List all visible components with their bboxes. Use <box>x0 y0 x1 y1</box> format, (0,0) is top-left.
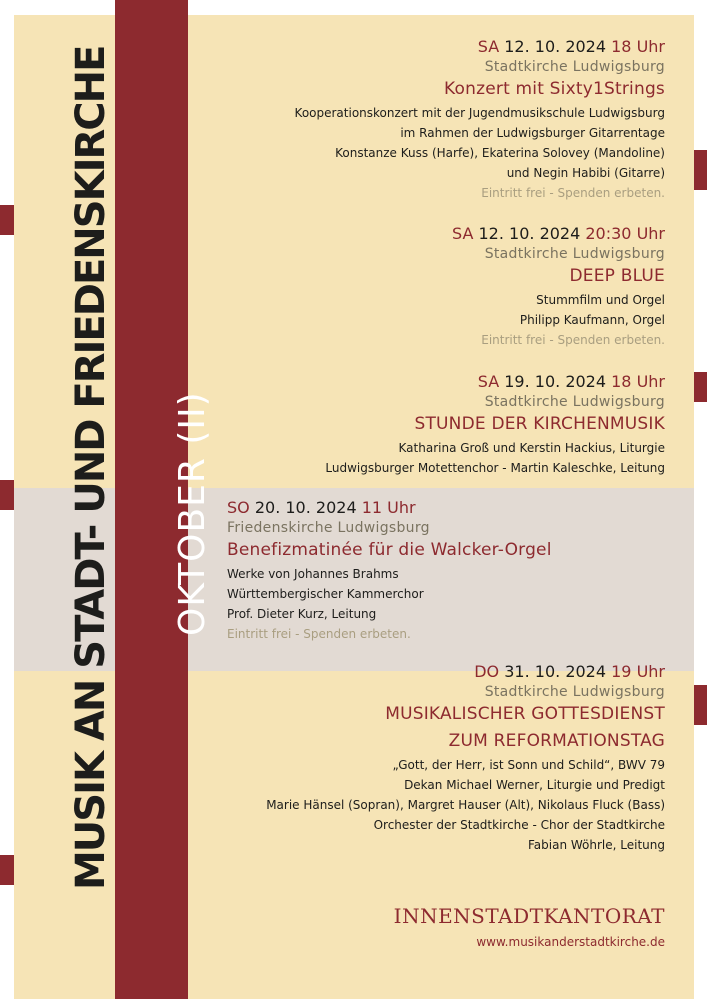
event-date <box>295 35 665 58</box>
event-venue: Stadtkirche Ludwigsburg <box>484 684 665 700</box>
event-time: 11 Uhr <box>361 498 416 517</box>
edge-tab-right-3 <box>694 685 707 725</box>
poster-main-title: MUSIK AN STADT- UND FRIEDENSKIRCHE <box>68 46 114 890</box>
event-line: Dekan Michael Werner, Liturgie und Predigt <box>404 778 665 792</box>
edge-tab-left-3 <box>0 855 14 885</box>
edge-tab-right-2 <box>694 372 707 402</box>
event-day: SA <box>477 37 500 56</box>
event-venue: Stadtkirche Ludwigsburg <box>484 59 665 75</box>
event-line: Konstanze Kuss (Harfe), Ekaterina Solovey (Mandoline) <box>335 146 665 160</box>
event-line: Orchester der Stadtkirche - Chor der Stadtkirche <box>373 818 665 832</box>
event-date-value: 31. 10. 2024 <box>504 662 607 681</box>
event-time: 19 Uhr <box>611 662 665 681</box>
event-title-line-1: MUSIKALISCHER GOTTESDIENST <box>385 704 665 724</box>
event-line: Ludwigsburger Motettenchor - Martin Kaleschke, Leitung <box>325 461 665 475</box>
event-note: Eintritt frei - Spenden erbeten. <box>481 186 665 200</box>
event-date-value: 20. 10. 2024 <box>254 498 357 517</box>
event-venue: Stadtkirche Ludwigsburg <box>484 394 665 410</box>
event-line: Katharina Groß und Kerstin Hackius, Liturgie <box>398 441 665 455</box>
event-title: DEEP BLUE <box>569 266 665 286</box>
event-line: Prof. Dieter Kurz, Leitung <box>227 607 377 621</box>
event-date <box>325 370 665 393</box>
event-line: Marie Hänsel (Sopran), Margret Hauser (Alt), Nikolaus Fluck (Bass) <box>266 798 665 812</box>
event-1 <box>295 35 665 203</box>
event-3 <box>325 370 665 478</box>
event-5 <box>266 660 665 855</box>
event-line: Stummfilm und Orgel <box>536 293 665 307</box>
event-time: 18 Uhr <box>611 372 665 391</box>
event-day: SA <box>477 372 500 391</box>
event-time: 18 Uhr <box>611 37 665 56</box>
event-date-value: 12. 10. 2024 <box>504 37 607 56</box>
website-link[interactable]: www.musikanderstadtkirche.de <box>476 935 665 949</box>
event-line: Kooperationskonzert mit der Jugendmusikschule Ludwigsburg <box>294 106 665 120</box>
event-venue: Friedenskirche Ludwigsburg <box>227 520 430 536</box>
edge-tab-left-2 <box>0 480 14 510</box>
event-day: SA <box>452 224 474 243</box>
event-line: Fabian Wöhrle, Leitung <box>528 838 665 852</box>
event-line: und Negin Habibi (Gitarre) <box>506 166 665 180</box>
organization-name: INNENSTADTKANTORAT <box>393 904 665 928</box>
event-date <box>266 660 665 683</box>
event-title-line-2: ZUM REFORMATIONSTAG <box>448 731 665 751</box>
event-2 <box>452 222 665 350</box>
event-time: 20:30 Uhr <box>585 224 665 243</box>
event-date-value: 12. 10. 2024 <box>478 224 581 243</box>
event-title: Konzert mit Sixty1Strings <box>444 79 665 99</box>
event-venue: Stadtkirche Ludwigsburg <box>484 246 665 262</box>
event-line: Werke von Johannes Brahms <box>227 567 399 581</box>
event-line: „Gott, der Herr, ist Sonn und Schild“, BWV 79 <box>392 758 665 772</box>
event-day: SO <box>227 498 250 517</box>
edge-tab-left-1 <box>0 205 14 235</box>
event-line: Philipp Kaufmann, Orgel <box>519 313 665 327</box>
event-day: DO <box>474 662 500 681</box>
month-title: OKTOBER (II) <box>172 391 213 636</box>
event-line: im Rahmen der Ludwigsburger Gitarrentage <box>400 126 665 140</box>
event-date-value: 19. 10. 2024 <box>504 372 607 391</box>
event-title: STUNDE DER KIRCHENMUSIK <box>414 414 665 434</box>
event-line: Württembergischer Kammerchor <box>227 587 424 601</box>
event-note: Eintritt frei - Spenden erbeten. <box>227 627 411 641</box>
event-title: Benefizmatinée für die Walcker-Orgel <box>227 540 552 560</box>
edge-tab-right-1 <box>694 150 707 190</box>
event-date <box>227 496 552 519</box>
event-4 <box>227 496 552 644</box>
event-note: Eintritt frei - Spenden erbeten. <box>481 333 665 347</box>
event-date <box>452 222 665 245</box>
